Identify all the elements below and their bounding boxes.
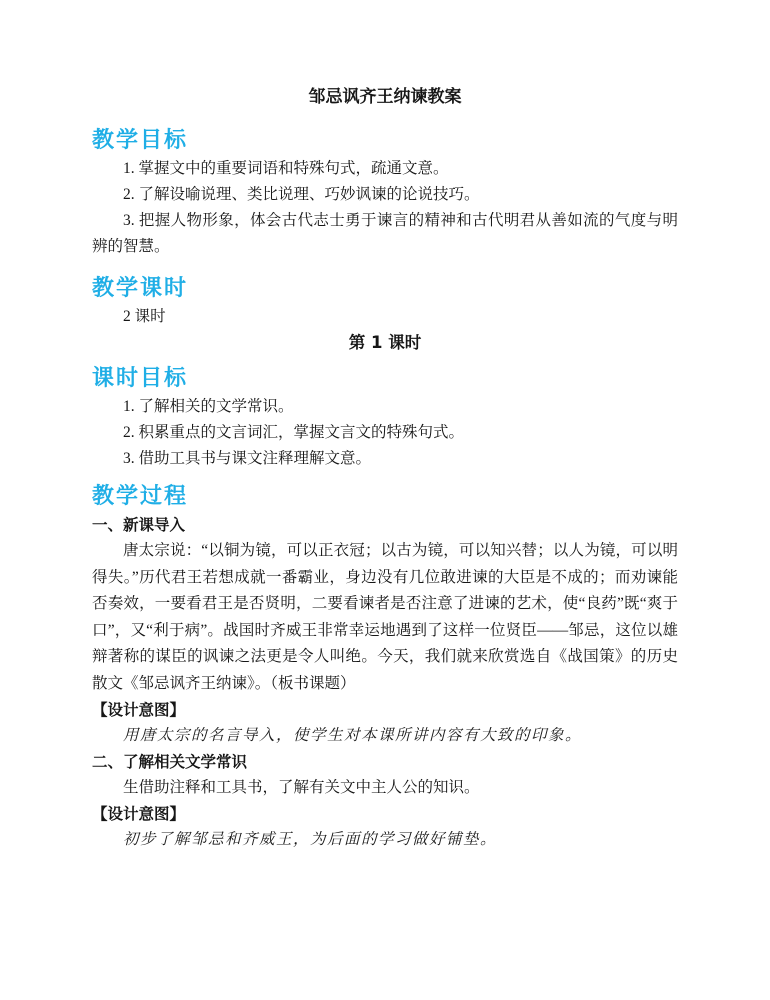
period-goal-item: 1. 了解相关的文学常识。	[123, 398, 294, 415]
doc-title: 邹忌讽齐王纳谏教案	[308, 87, 462, 107]
section-heading-period-goals: 课时目标	[92, 366, 189, 391]
period-goal-item: 3. 借助工具书与课文注释理解文意。	[123, 450, 372, 467]
teaching-periods-text: 2 课时	[123, 308, 166, 325]
step1-body: 唐太宗说：“以铜为镜，可以正衣冠；以古为镜，可以知兴替；以人为镜，可以明得失。”历代君王若想成就一番霸业，身边没有几位敢进谏的大臣是不成的；而劝谏能否奏效，一要看君王是否贤明，二要看谏者是否注意了进谏的艺术，使“良药”既“爽于口”，又“利于病”。战国时齐威王非常幸运地遇到了这样一位贤臣——邹忌，这位以雄辩著称的谋臣的讽谏之法更是令人叫绝。今天，我们就来欣赏选自《战国策》的历史散文《邹忌讽齐王纳谏》。（板书课题）	[92, 542, 678, 692]
section-heading-teaching-process: 教学过程	[92, 484, 189, 509]
teaching-goal-item: 1. 掌握文中的重要词语和特殊句式，疏通文意。	[123, 160, 449, 177]
teaching-goal-item: 3. 把握人物形象，体会古代志士勇于谏言的精神和古代明君从善如流的气度与明辨的智慧。	[92, 212, 678, 255]
step2-intent-label: 【设计意图】	[92, 805, 186, 823]
step2-body: 生借助注释和工具书，了解有关文中主人公的知识。	[123, 779, 480, 796]
step2-heading: 二、了解相关文学常识	[92, 753, 248, 771]
step2-intent-text: 初步了解邹忌和齐威王，为后面的学习做好铺垫。	[123, 831, 498, 848]
step1-intent-text: 用唐太宗的名言导入，使学生对本课所讲内容有大致的印象。	[123, 727, 583, 744]
step1-intent-label: 【设计意图】	[92, 701, 186, 719]
step1-heading: 一、新课导入	[92, 516, 186, 534]
teaching-goal-item: 2. 了解设喻说理、类比说理、巧妙讽谏的论说技巧。	[123, 186, 480, 203]
period-title: 第 1 课时	[348, 333, 422, 352]
period-goal-item: 2. 积累重点的文言词汇，掌握文言文的特殊句式。	[123, 424, 465, 441]
section-heading-teaching-periods: 教学课时	[92, 276, 189, 301]
section-heading-teaching-goals: 教学目标	[92, 128, 189, 153]
